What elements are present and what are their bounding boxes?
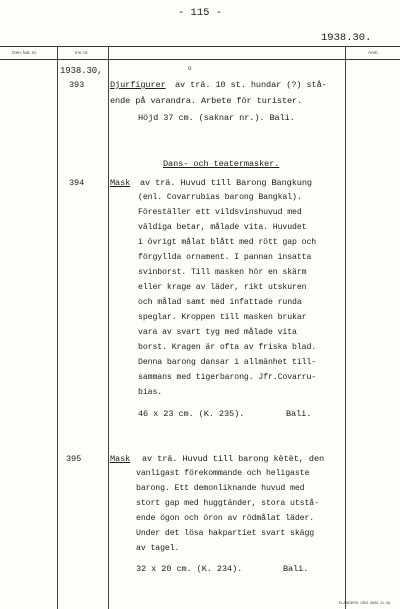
entry-line: (enl. Covarrubias barong Bangkal). [138, 193, 302, 202]
entry-line: av tagel. [136, 544, 180, 553]
entry-place: Bali. [283, 564, 309, 574]
page-number: - 115 - [177, 7, 223, 19]
entry-measure: 46 x 23 cm. (K. 235). [138, 409, 245, 419]
column-header-gen-kat: Gen. kat. nr. [12, 50, 38, 55]
entry-place: Bali. [286, 409, 312, 419]
entry-line: borst. Kragen är ofta av friska blad. [138, 343, 317, 352]
entry-line: förgyllda ornament. I pannan insatta [138, 253, 312, 262]
entry-line: av trä. 10 st. hundar (?) stå- [175, 80, 327, 90]
entry-line: Denna barong dansar i allmänhet till- [138, 358, 317, 367]
column-header-anm: Anm. [368, 50, 379, 55]
entry-number: 394 [69, 178, 85, 188]
entry-line: väldiga betar, målade vita. Huvudet [138, 223, 307, 232]
entry-keyword: Djurfigurer [110, 80, 166, 90]
entry-line: Föreställer ett vildsvinshuvud med [138, 208, 302, 217]
entry-line: av trä. Huvud till barong kètèt, den [142, 454, 325, 464]
column-divider-2 [108, 46, 109, 609]
section-heading: Dans- och teatermasker. [163, 159, 280, 169]
entry-keyword: Mask [110, 454, 131, 464]
entry-line: vanligast förekommande och heligaste [136, 469, 310, 478]
entry-number: 393 [69, 80, 85, 90]
entry-line: bias. [138, 388, 163, 397]
entry-line: av trä. Huvud till Barong Bangkung [140, 178, 312, 188]
header-rule-top [0, 46, 400, 47]
entry-line: ende på varandra. Arbete för turister. [110, 96, 303, 106]
date-reference: 1938.30. [321, 32, 372, 44]
entry-measure: 32 x 20 cm. (K. 234). [136, 564, 243, 574]
header-rule-bottom [0, 59, 400, 60]
entry-line: sammans med tigerbarong. Jfr.Covarru- [138, 373, 317, 382]
entry-line: eller krage av läder, rikt utskuren [138, 283, 307, 292]
entry-line: och målad samt med infattade runda [138, 298, 302, 307]
entry-line: ende ögon och öron av rödmålat läder. [136, 514, 315, 523]
entry-line: vara av svart tyg med målade vita [138, 328, 297, 337]
entry-line: Under det lösa hakpartiet svart skägg [136, 529, 315, 538]
entry-line: speglar. Kroppen till masken brukar [138, 313, 307, 322]
column-divider-3 [345, 46, 346, 609]
column-header-inv: Inv. nr. [75, 50, 89, 55]
annotation-mark: o [188, 65, 192, 72]
entry-line: barong. Ett demonliknande huvud med [136, 484, 305, 493]
column-divider-1 [57, 46, 58, 609]
entry-line: Höjd 37 cm. (saknar nr.). Bali. [138, 113, 295, 123]
entry-date: 1938.30, [60, 66, 103, 76]
entry-keyword: Mask [110, 178, 131, 188]
printer-imprint: ELANDERS. GBG. 9840. 11. 45. [338, 601, 391, 605]
entry-number: 395 [66, 454, 82, 464]
entry-line: i övrigt målat blått med rött gap och [138, 238, 317, 247]
entry-line: stort gap med huggtänder, stora utstå- [136, 499, 319, 508]
entry-line: svinborst. Till masken hör en skärm [138, 268, 307, 277]
